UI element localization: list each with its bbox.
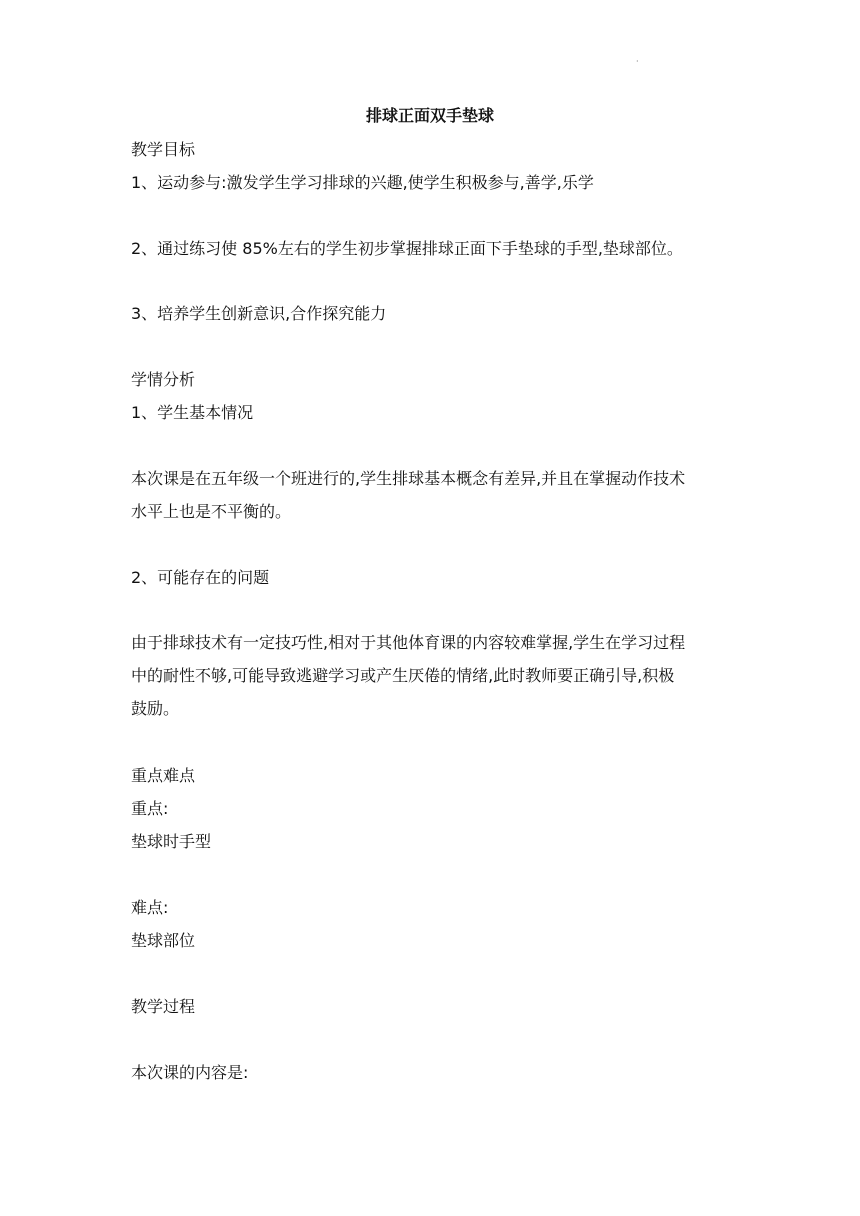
goal-item-2: 2、通过练习使 85%左右的学生初步掌握排球正面下手垫球的手型,垫球部位。 [131, 239, 683, 258]
difficulty-label: 难点: [131, 898, 169, 917]
key-point-label: 重点: [131, 799, 169, 818]
analysis-paragraph-1-line-2: 水平上也是不平衡的。 [131, 502, 292, 521]
analysis-heading: 学情分析 [131, 370, 196, 389]
analysis-subheading-2: 2、可能存在的问题 [131, 568, 270, 587]
analysis-paragraph-2-line-1: 由于排球技术有一定技巧性,相对于其他体育课的内容较难掌握,学生在学习过程 [131, 633, 686, 652]
goals-heading: 教学目标 [131, 140, 196, 159]
analysis-paragraph-2-line-2: 中的耐性不够,可能导致逃避学习或产生厌倦的情绪,此时教师要正确引导,积极 [131, 666, 675, 685]
key-points-heading: 重点难点 [131, 766, 196, 785]
analysis-paragraph-2-line-3: 鼓励。 [131, 699, 180, 718]
analysis-paragraph-1-line-1: 本次课是在五年级一个班进行的,学生排球基本概念有差异,并且在掌握动作技术 [131, 469, 686, 488]
key-point-text: 垫球时手型 [131, 832, 212, 851]
process-heading: 教学过程 [131, 997, 196, 1016]
goal-item-1: 1、运动参与:激发学生学习排球的兴趣,使学生积极参与,善学,乐学 [131, 173, 594, 192]
analysis-subheading-1: 1、学生基本情况 [131, 403, 254, 422]
process-intro: 本次课的内容是: [131, 1063, 249, 1082]
goal-item-3: 3、培养学生创新意识,合作探究能力 [131, 304, 387, 323]
difficulty-text: 垫球部位 [131, 931, 196, 950]
header-mark: · [636, 57, 639, 66]
document-title: 排球正面双手垫球 [365, 106, 494, 125]
